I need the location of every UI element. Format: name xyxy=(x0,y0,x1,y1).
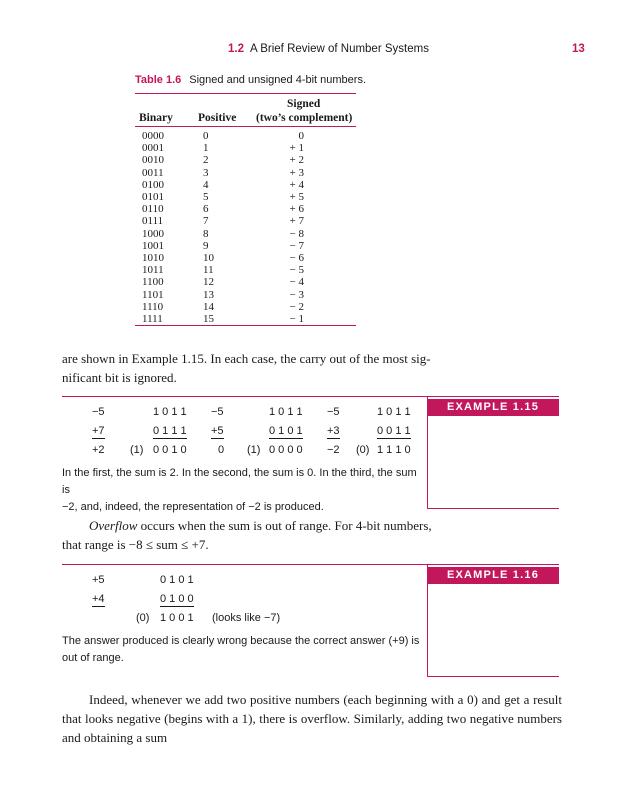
table-caption xyxy=(135,74,366,86)
body-paragraph: Indeed, whenever we add two positive numbers (each beginning with a 0) and get a result that looks negative (begins with a 1), there is overflow. Similarly, adding two negative numbers and obtaining a sum xyxy=(62,692,562,745)
operand-a: −5 xyxy=(92,406,105,418)
table-cell: 13 xyxy=(203,288,214,301)
explanation-line: The answer produced is clearly wrong because the correct answer (+9) is xyxy=(62,635,420,647)
operand-b: +5 xyxy=(211,425,224,437)
table-cell: 1100 xyxy=(142,276,164,289)
table-column-binary xyxy=(142,130,164,325)
table-cell: − 4 xyxy=(289,276,304,289)
table-cell: 0100 xyxy=(142,178,164,191)
section-number: 1.2 xyxy=(228,43,244,55)
col-header-binary: Binary xyxy=(139,112,173,124)
operand-a-binary: 1 0 1 1 xyxy=(269,406,303,418)
example-16-top-rule xyxy=(62,564,559,565)
explanation-line: −2, and, indeed, the representation of −2 is produced. xyxy=(62,501,324,513)
table-cell: 0 xyxy=(203,130,209,142)
example-15-bottom-rule xyxy=(427,508,559,509)
example-15-explanation xyxy=(62,465,422,516)
example-16-label: EXAMPLE 1.16 xyxy=(427,567,559,584)
table-cell: 10 xyxy=(203,252,214,265)
operand-a-binary: 0 1 0 1 xyxy=(160,574,194,586)
operand-b-binary: 0 1 1 1 xyxy=(153,425,187,437)
operand-a-binary: 1 0 1 1 xyxy=(377,406,411,418)
paragraph-line: that range is −8 ≤ sum ≤ +7. xyxy=(62,537,209,552)
sum-binary: 1 1 1 0 xyxy=(377,444,411,456)
table-cell: − 7 xyxy=(289,239,304,252)
explanation-line: In the first, the sum is 2. In the second, the sum is 0. In the third, the sum is xyxy=(62,467,417,496)
table-cell: − 8 xyxy=(289,227,304,240)
table-cell: 1001 xyxy=(142,239,164,252)
running-header xyxy=(228,43,429,55)
table-cell: 2 xyxy=(203,154,209,167)
table-cell: 0110 xyxy=(142,203,164,216)
table-cell: 0001 xyxy=(142,142,164,155)
table-cell: 4 xyxy=(203,178,209,191)
paragraph-line: are shown in Example 1.15. In each case, the carry out of the most sig- xyxy=(62,351,431,366)
table-cell: 9 xyxy=(203,239,209,252)
table-column-signed xyxy=(286,130,304,325)
operand-a: −5 xyxy=(211,406,224,418)
table-cell: 0111 xyxy=(142,215,164,228)
table-cell: 15 xyxy=(203,313,214,326)
sum-note: (looks like −7) xyxy=(212,612,281,624)
col-header-signed: Signed xyxy=(287,98,321,110)
example-16-explanation xyxy=(62,633,422,667)
table-header-rule xyxy=(135,126,356,127)
table-cell: 0011 xyxy=(142,166,164,179)
table-cell: 1000 xyxy=(142,227,164,240)
table-cell: + 4 xyxy=(289,178,304,191)
table-cell: 0000 xyxy=(142,130,164,142)
sum-binary: 1 0 0 1 xyxy=(160,612,194,624)
sum-decimal: +2 xyxy=(92,444,105,456)
overflow-term: Overflow xyxy=(89,518,138,533)
table-top-rule xyxy=(135,93,356,94)
sum-binary: 0 0 1 0 xyxy=(153,444,187,456)
operand-a-binary: 1 0 1 1 xyxy=(153,406,187,418)
table-cell: + 5 xyxy=(289,191,304,204)
table-cell: − 6 xyxy=(289,252,304,265)
explanation-line: out of range. xyxy=(62,652,124,664)
table-column-positive xyxy=(203,130,214,325)
table-cell: − 3 xyxy=(289,288,304,301)
operand-a: +5 xyxy=(92,574,105,586)
table-cell: + 1 xyxy=(289,142,304,155)
table-cell: 1111 xyxy=(142,313,163,326)
table-cell: + 6 xyxy=(289,203,304,216)
example-15-top-rule xyxy=(62,396,559,397)
example-15-label: EXAMPLE 1.15 xyxy=(427,399,559,416)
operand-b: +3 xyxy=(327,425,340,437)
table-cell: + 2 xyxy=(289,154,304,167)
table-cell: 8 xyxy=(203,227,209,240)
table-label: Table 1.6 xyxy=(135,74,182,86)
operand-b-binary: 0 1 0 1 xyxy=(269,425,303,437)
paragraph-line-rest: occurs when the sum is out of range. For 4-bit numbers, xyxy=(137,518,432,533)
carry-out: (0) xyxy=(136,612,150,624)
table-cell: 7 xyxy=(203,215,209,228)
page-number: 13 xyxy=(572,43,585,55)
operand-b-binary: 0 1 0 0 xyxy=(160,593,194,605)
carry-out: (1) xyxy=(130,444,144,456)
table-cell: − 1 xyxy=(289,313,304,326)
table-cell: − 5 xyxy=(289,264,304,277)
table-cell: 12 xyxy=(203,276,214,289)
table-cell: 1 xyxy=(203,142,209,155)
table-cell: 0101 xyxy=(142,191,164,204)
example-16-bottom-rule xyxy=(427,676,559,677)
table-cell: 1010 xyxy=(142,252,164,265)
table-cell: + 3 xyxy=(289,166,304,179)
body-paragraph xyxy=(62,349,562,387)
section-title: A Brief Review of Number Systems xyxy=(250,43,429,55)
table-cell: 1011 xyxy=(142,264,164,277)
table-cell: 0010 xyxy=(142,154,164,167)
table-cell: 1110 xyxy=(142,300,164,313)
table-bottom-rule xyxy=(135,325,356,326)
sum-decimal: 0 xyxy=(218,444,225,456)
table-cell: + 7 xyxy=(289,215,304,228)
col-header-twos-complement: (two’s complement) xyxy=(256,112,353,124)
table-cell: 14 xyxy=(203,300,214,313)
paragraph-line xyxy=(62,516,562,535)
operand-b: +7 xyxy=(92,425,105,437)
body-paragraph xyxy=(62,516,562,554)
table-cell: 3 xyxy=(203,166,209,179)
operand-b: +4 xyxy=(92,593,105,605)
paragraph-line: nificant bit is ignored. xyxy=(62,370,177,385)
table-cell: − 2 xyxy=(289,300,304,313)
table-cell: 1101 xyxy=(142,288,164,301)
table-cell: 11 xyxy=(203,264,214,277)
operand-b-binary: 0 0 1 1 xyxy=(377,425,411,437)
table-cell: 6 xyxy=(203,203,209,216)
sum-binary: 0 0 0 0 xyxy=(269,444,303,456)
table-caption-text: Signed and unsigned 4-bit numbers. xyxy=(189,74,366,86)
table-cell: 5 xyxy=(203,191,209,204)
table-cell: 0 xyxy=(298,130,304,142)
carry-out: (0) xyxy=(356,444,370,456)
col-header-positive: Positive xyxy=(198,112,237,124)
carry-out: (1) xyxy=(247,444,261,456)
sum-decimal: −2 xyxy=(327,444,340,456)
operand-a: −5 xyxy=(327,406,340,418)
